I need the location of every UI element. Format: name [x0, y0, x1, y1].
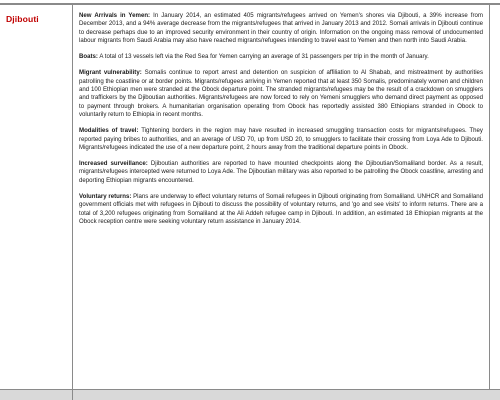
section-voluntary-returns [79, 193, 483, 227]
details-content [79, 12, 483, 234]
section-text: Djiboutian authorities are reported to have mounted checkpoints along the Djiboutian/Somaliland border. As a result, migrants/refugees intercepted were returned to Loya Ade. The Djiboutian military was also reported to be patrolling the Obock coastline, arresting and deporting Ethiopian migrants encountered. [79, 160, 483, 184]
section-boats [79, 53, 483, 61]
page-right-margin [490, 5, 500, 394]
section-heading: Voluntary returns: [79, 192, 132, 200]
section-text: Tightening borders in the region may have resulted in increased smuggling transaction costs for migrants/refugees. They reported paying bribes to authorities, and an average of USD 70, up from USD 20, to smugglers to facilitate their crossing from Loya Ade to Djibouti. Migrants/refugees indicated the use of a new departure point, 2 hours away from the traditional departure points in Obock. [79, 127, 483, 152]
section-heading: Boats: [79, 53, 98, 61]
section-text: Somalis continue to report arrest and detention on suspicion of affiliation to Al Shabab, and mistreatment by authorities patrolling the coastline or at border points. Migrants/refugees arriving in Yemen reported that at least 350 Somalis, predominately women and children and 100 Ethiopian men were stranded at the Obock departure point. The stranded migrants/refugees may be the result of a crackdown on smugglers and traffickers by the Djiboutian authorities. Migrants/refugees are now forced to rely on Yemeni smugglers who demand direct payment as opposed to payment through brokers. A humanitarian organisation operating from Obock has reportedly assisted 380 Ethiopians stranded in Obock to voluntarily return to Ethiopia in recent months. [79, 69, 483, 119]
section-modalities-of-travel [79, 127, 483, 152]
section-heading: Migrant vulnerability: [79, 69, 142, 77]
section-new-arrivals [79, 12, 483, 46]
section-heading: New Arrivals in Yemen: [79, 12, 151, 19]
section-increased-surveillance [79, 160, 483, 185]
section-heading: Modalities of travel: [79, 127, 139, 135]
report-table [0, 4, 500, 400]
table-bottom-row [0, 389, 500, 400]
section-heading: Increased surveillance: [79, 160, 148, 168]
section-text: In January 2014, an estimated 405 migrants/refugees arrived on Yemen's shores via Djibouti, a 39% increase from December 2013, and a 94% average decrease from the migrants/refugees that arrived in January 2013 and 2012. Somali arrivals in Djibouti continue to decrease perhaps due to an improved security environment in their country of origin. Information on the ongoing mass removal of undocumented labour migrants from Saudi Arabia may also have reached migrants/refugees intending to travel east to Yemen and then north into Saudi Arabia. [79, 12, 483, 45]
section-text: Plans are underway to effect voluntary returns of Somali refugees in Djibouti originating from Somaliland. UNHCR and Somaliland government officials met with refugees in Djibouti to discuss the possibility of voluntary returns, and 'go and see visits' to inform returns. There are a total of 3,200 refugees originating from Somaliland at the Ali Addeh refugee camp in Djibouti. In addition, an estimated 18 Ethiopian migrants at the Obock reception centre were seeking voluntary return assistance in January 2014. [79, 192, 483, 226]
section-text: A total of 13 vessels left via the Red Sea for Yemen carrying an average of 31 passengers per trip in the month of January. [99, 53, 429, 61]
country-cell [0, 5, 73, 394]
country-label: Djibouti [6, 14, 39, 24]
section-migrant-vulnerability [79, 69, 483, 119]
details-cell [73, 5, 490, 394]
bottom-row-divider [72, 390, 73, 400]
